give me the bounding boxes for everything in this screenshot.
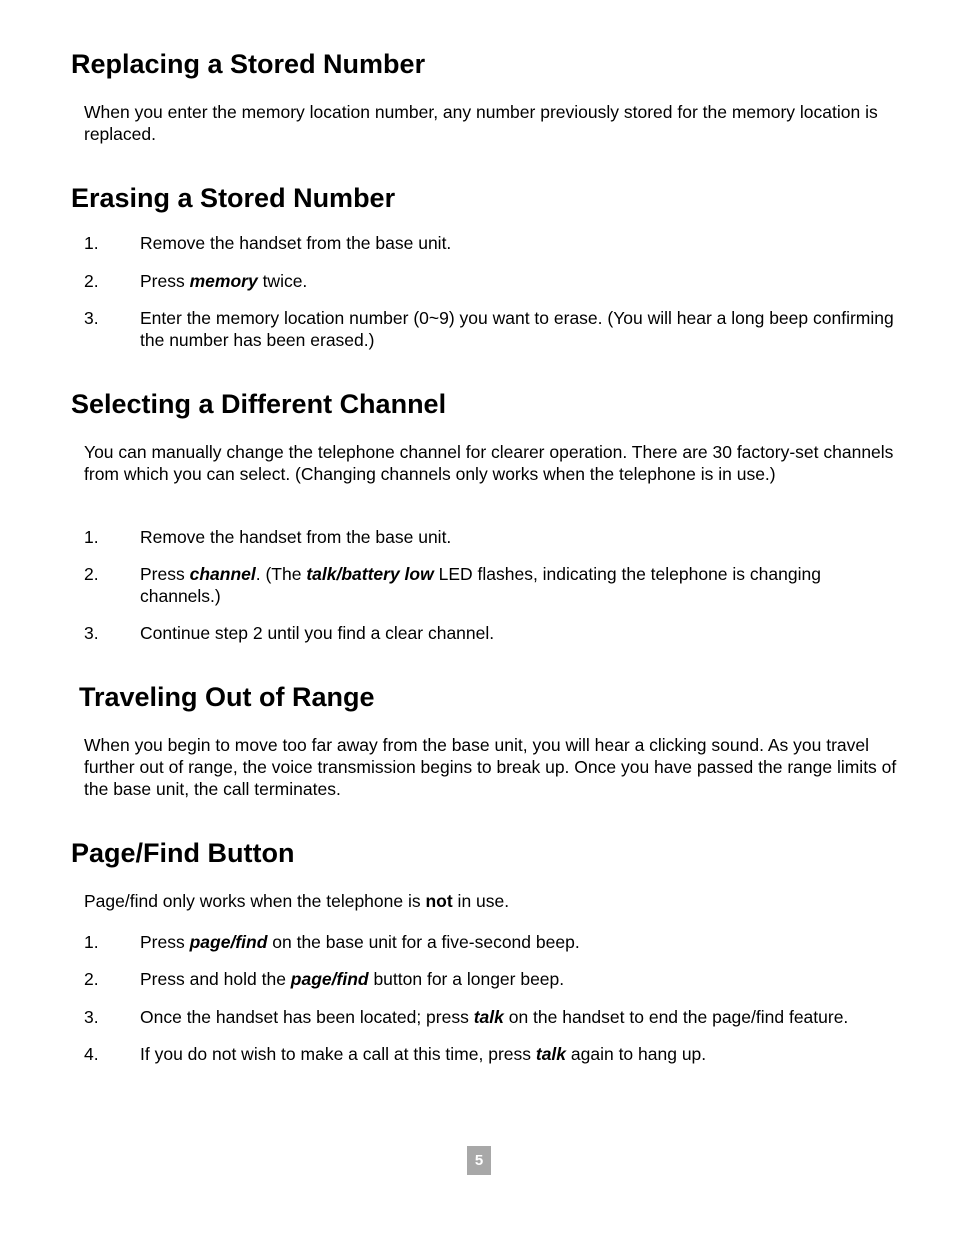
step-text-pre: Press and hold the	[140, 969, 291, 989]
channel-step-3	[84, 622, 904, 644]
paragraph-channel: You can manually change the telephone channel for clearer operation. There are 30 factory-set channels from which you can select. (Changing channels only works when the telephone is in use.)	[84, 442, 894, 484]
paragraph-replacing: When you enter the memory location number, any number previously stored for the memory location is replaced.	[84, 102, 878, 144]
key-memory: memory	[189, 271, 258, 291]
step-text-mid: . (The	[255, 564, 307, 584]
step-text	[140, 1043, 904, 1065]
key-page-find: page/find	[290, 969, 369, 989]
text-bold-not: not	[425, 891, 453, 911]
erasing-step-1	[84, 232, 904, 254]
heading-erasing-stored-number: Erasing a Stored Number	[71, 183, 396, 213]
step-number: 4.	[84, 1044, 99, 1064]
step-text	[140, 563, 904, 607]
step-text-post: again to hang up.	[566, 1044, 707, 1064]
step-text: Continue step 2 until you find a clear channel.	[140, 623, 495, 643]
text-pre: Page/find only works when the telephone is	[84, 891, 426, 911]
step-text	[140, 1006, 914, 1028]
step-number: 1.	[84, 233, 99, 253]
page-find-step-1	[84, 931, 904, 953]
heading-selecting-channel: Selecting a Different Channel	[71, 389, 447, 419]
step-text: Enter the memory location number (0~9) you want to erase. (You will hear a long beep confirming the number has been erased.)	[140, 308, 894, 350]
heading-page-find-button: Page/Find Button	[71, 838, 295, 868]
page-find-step-3	[84, 1006, 914, 1028]
step-text-post: button for a longer beep.	[368, 969, 565, 989]
step-number: 2.	[84, 564, 99, 584]
key-talk: talk	[535, 1044, 567, 1064]
step-text: Remove the handset from the base unit.	[140, 233, 452, 253]
step-text-pre: Press	[140, 271, 190, 291]
page-find-step-2	[84, 968, 904, 990]
step-number: 1.	[84, 527, 99, 547]
text-post: in use.	[452, 891, 510, 911]
step-number: 3.	[84, 308, 99, 328]
key-page-find: page/find	[189, 932, 268, 952]
step-text	[140, 968, 904, 990]
erasing-step-2	[84, 270, 904, 292]
key-talk-battery-low: talk/battery low	[306, 564, 434, 584]
heading-traveling-out-of-range: Traveling Out of Range	[79, 682, 375, 712]
step-number: 2.	[84, 969, 99, 989]
step-text: Remove the handset from the base unit.	[140, 527, 452, 547]
step-number: 2.	[84, 271, 99, 291]
key-talk: talk	[473, 1007, 504, 1027]
step-number: 3.	[84, 1007, 99, 1027]
step-text-post: twice.	[257, 271, 308, 291]
page-find-step-4	[84, 1043, 904, 1065]
step-text-pre: Press	[140, 932, 190, 952]
step-text-pre: If you do not wish to make a call at this time, press	[140, 1044, 536, 1064]
heading-replacing-stored-number: Replacing a Stored Number	[71, 49, 426, 79]
step-text-post: on the base unit for a five-second beep.	[267, 932, 580, 952]
paragraph-range: When you begin to move too far away from the base unit, you will hear a clicking sound. As you travel further out of range, the voice transmission begins to break up. Once you have passed the range limits of the base unit, the call terminates.	[84, 735, 897, 799]
erasing-step-3	[84, 307, 904, 351]
step-number: 3.	[84, 623, 99, 643]
channel-step-2	[84, 563, 904, 607]
step-text	[140, 931, 904, 953]
key-channel: channel	[189, 564, 256, 584]
channel-step-1	[84, 526, 904, 548]
step-text-pre: Press	[140, 564, 190, 584]
step-text-post: on the handset to end the page/find feature.	[503, 1007, 849, 1027]
step-text-pre: Once the handset has been located; press	[140, 1007, 474, 1027]
paragraph-page-find	[84, 890, 904, 912]
step-text-post: LED flashes, indicating the telephone is changing channels.)	[140, 564, 821, 606]
page-number-badge: 5	[467, 1146, 491, 1175]
step-text	[140, 270, 904, 292]
step-number: 1.	[84, 932, 99, 952]
